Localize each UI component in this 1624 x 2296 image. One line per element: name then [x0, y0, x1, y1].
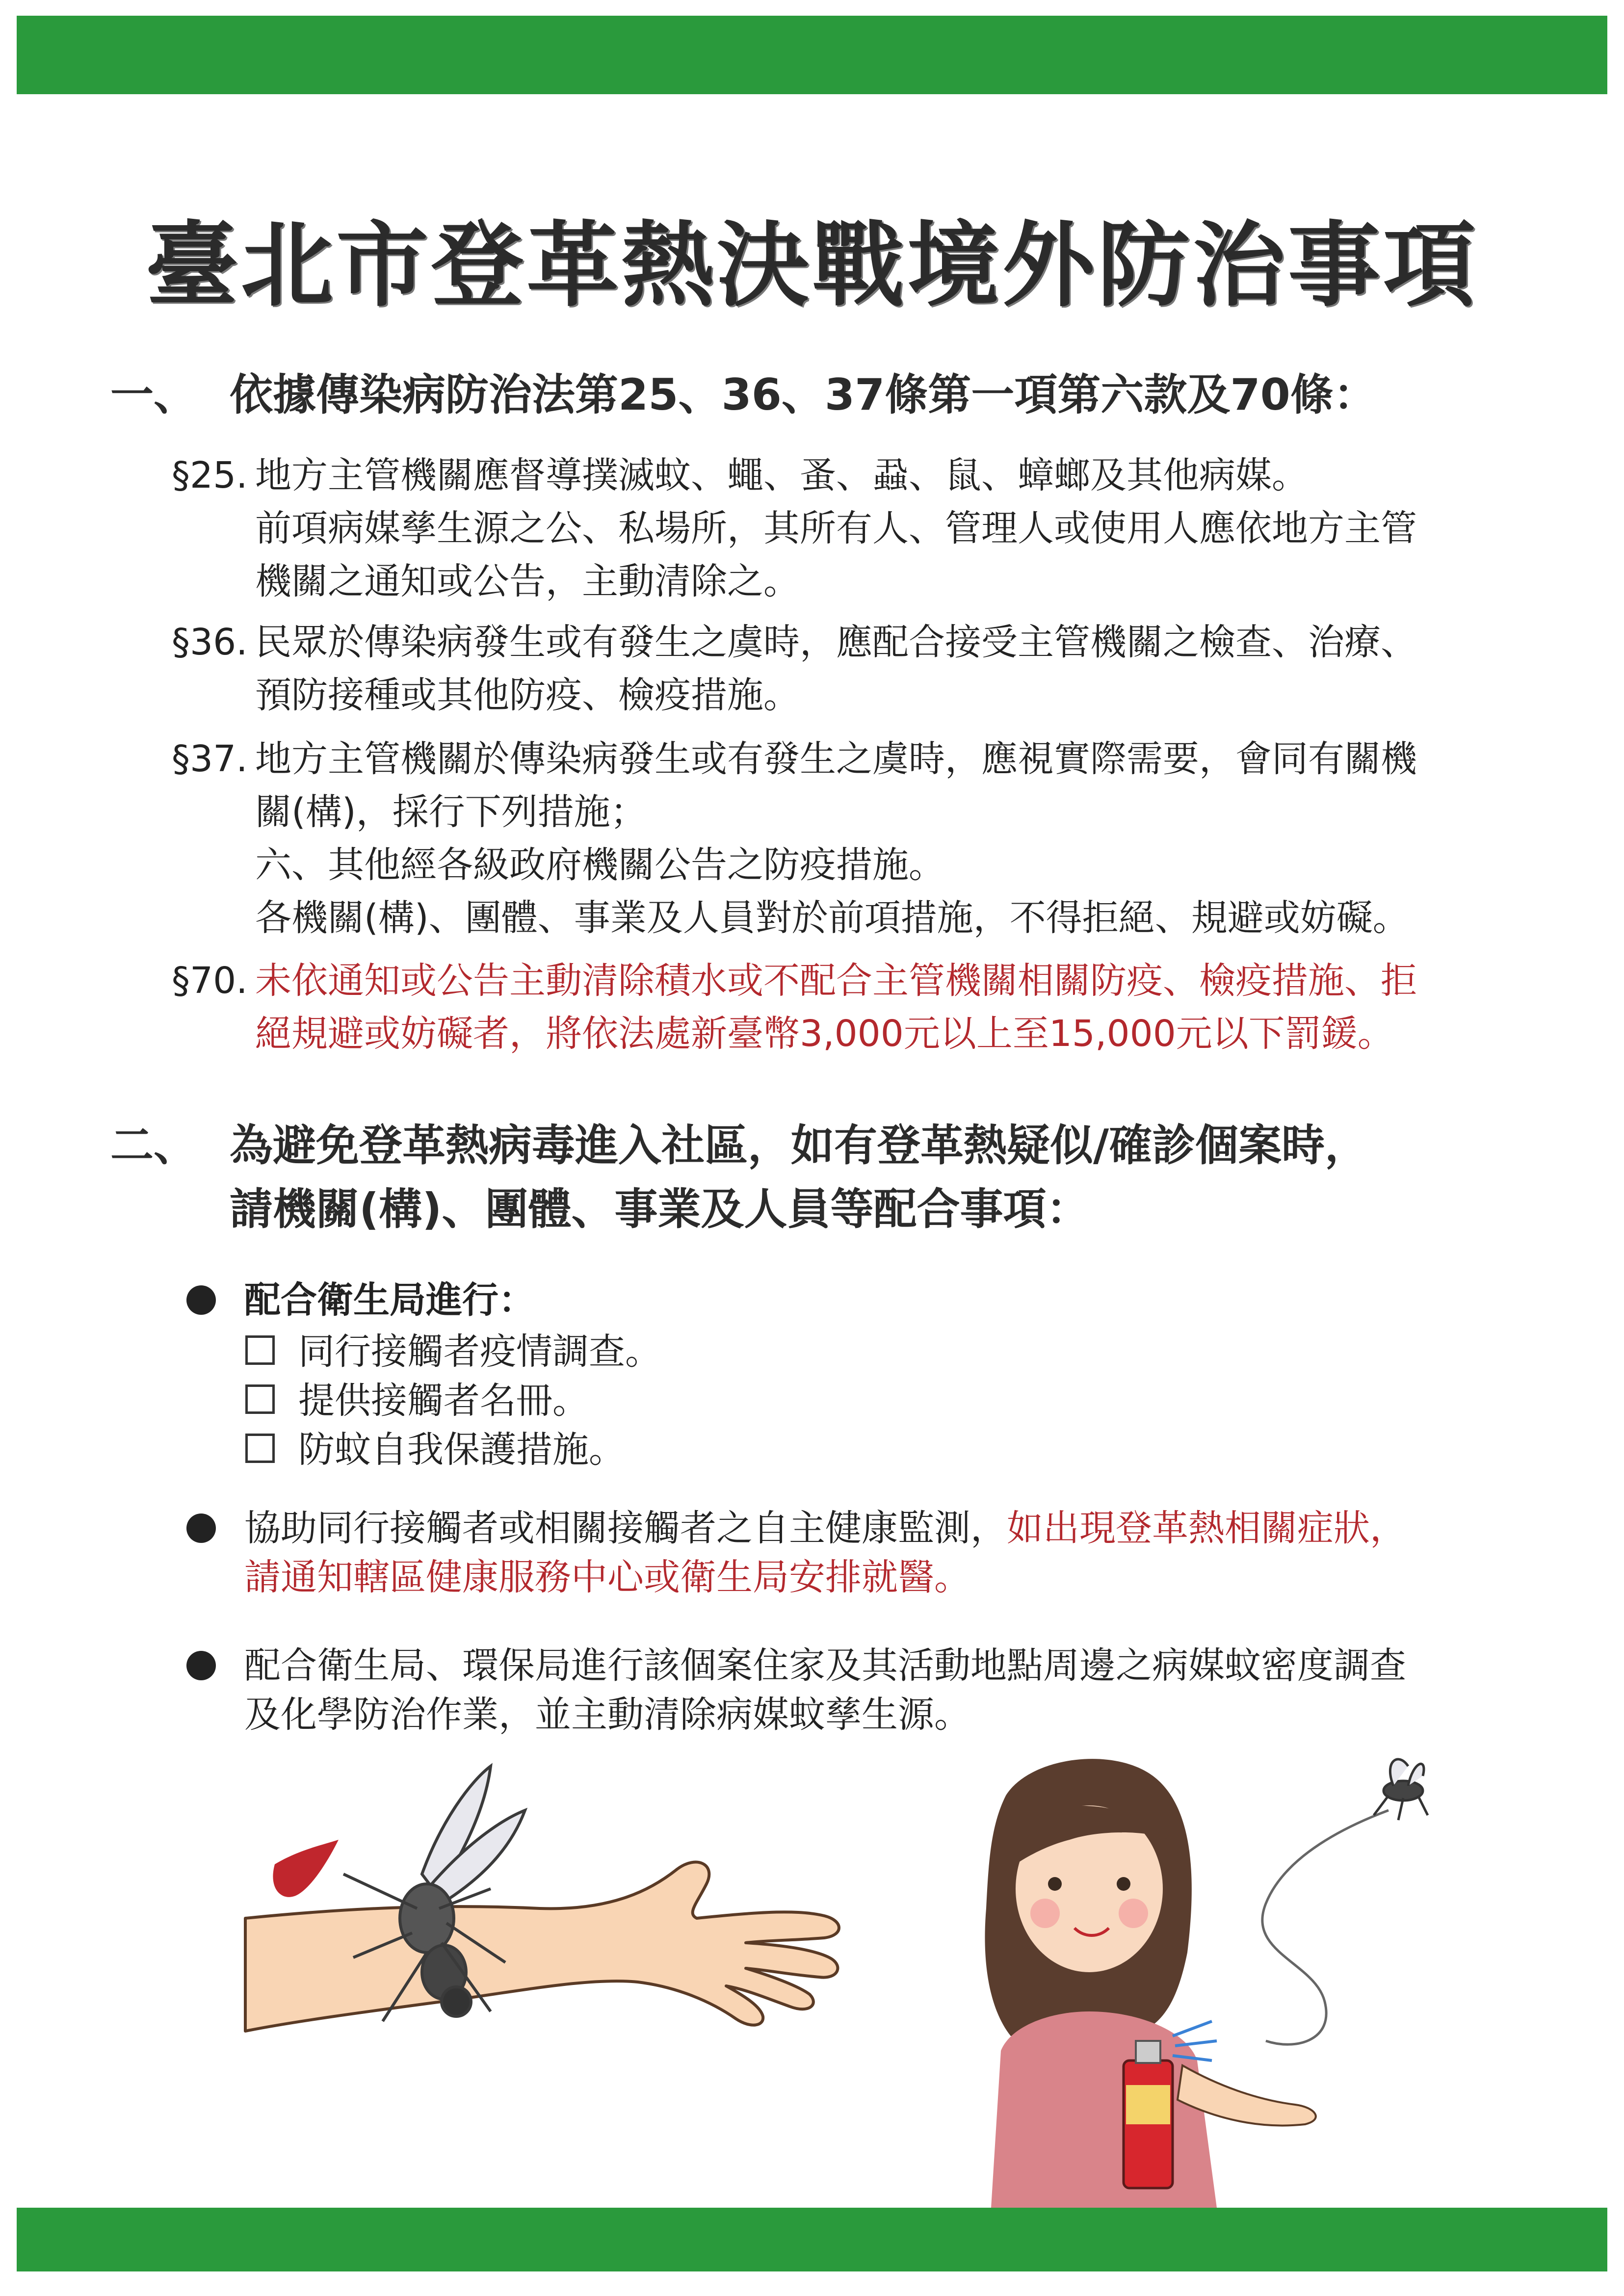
- section-2-number: 二、: [110, 1120, 197, 1171]
- law-text-line: 各機關(構)、團體、事業及人員對於前項措施，不得拒絕、規避或妨礙。: [255, 897, 1409, 939]
- bottom-green-bar: [17, 2208, 1607, 2271]
- law-70-number: §70.: [172, 960, 248, 1002]
- blood-drop-icon: [273, 1840, 339, 1897]
- checklist-item: [245, 1327, 661, 1376]
- checkbox-icon: [245, 1335, 275, 1365]
- checkbox-icon: [245, 1384, 275, 1414]
- page-title: 臺北市登革熱決戰境外防治事項: [146, 212, 1478, 319]
- bullet-text-red: 請通知轄區健康服務中心或衛生局安排就醫。: [244, 1556, 970, 1598]
- section-2-heading: [0, 1114, 1624, 1246]
- law-25-number: §25.: [172, 454, 248, 496]
- bullet-dot: [186, 1513, 216, 1543]
- arm-icon: [245, 1862, 839, 2031]
- flight-trail: [1262, 1810, 1388, 2044]
- bullet-text: 配合衛生局、環保局進行該個案住家及其活動地點周邊之病媒蚊密度調查: [244, 1644, 1406, 1687]
- section-1-title: 依據傳染病防治法第25、36、37條第一項第六款及70條：: [230, 369, 1377, 420]
- law-text-line: 關(構)，採行下列措施；: [255, 791, 647, 833]
- law-text-line: 地方主管機關應督導撲滅蚊、蠅、蚤、蝨、鼠、蟑螂及其他病媒。: [255, 454, 1308, 496]
- illustration: [0, 1747, 1624, 2208]
- checklist-item-label: 提供接觸者名冊。: [298, 1380, 589, 1422]
- section-1-number: 一、: [110, 369, 197, 420]
- law-penalty-line: 絕規避或妨礙者，將依法處新臺幣3,000元以上至15,000元以下罰鍰。: [255, 1013, 1394, 1055]
- checklist-item: [245, 1376, 589, 1425]
- checklist-item-label: 同行接觸者疫情調查。: [298, 1331, 661, 1373]
- checkbox-icon: [245, 1434, 275, 1463]
- bullet-dot: [186, 1285, 216, 1315]
- law-text-line: 預防接種或其他防疫、檢疫措施。: [255, 674, 800, 716]
- section-2-title-line: 為避免登革熱病毒進入社區，如有登革熱疑似/確診個案時，: [230, 1120, 1368, 1171]
- law-text-line: 六、其他經各級政府機關公告之防疫措施。: [255, 844, 945, 886]
- bullet-text: 及化學防治作業，並主動清除病媒蚊孳生源。: [244, 1694, 970, 1736]
- law-36-number: §36.: [172, 621, 248, 663]
- section-2-title-line: 請機關(構)、團體、事業及人員等配合事項：: [230, 1184, 1090, 1234]
- top-green-bar: [17, 16, 1607, 94]
- bullet-text: 配合衛生局進行：: [244, 1279, 535, 1321]
- checklist-item: [245, 1425, 625, 1474]
- law-text-line: 民眾於傳染病發生或有發生之虞時，應配合接受主管機關之檢查、治療、: [255, 621, 1417, 663]
- law-penalty-line: 未依通知或公告主動清除積水或不配合主管機關相關防疫、檢疫措施、拒: [255, 960, 1417, 1002]
- law-text-line: 前項病媒孳生源之公、私場所，其所有人、管理人或使用人應依地方主管: [255, 507, 1417, 549]
- bullet-dot: [186, 1651, 216, 1680]
- bullet-text: 協助同行接觸者或相關接觸者之自主健康監測，如出現登革熱相關症狀，: [244, 1507, 1406, 1549]
- checklist-item-label: 防蚊自我保護措施。: [298, 1429, 625, 1471]
- flying-mosquito-icon: [1374, 1759, 1428, 1820]
- law-text-line: 地方主管機關於傳染病發生或有發生之虞時，應視實際需要，會同有關機: [255, 738, 1417, 780]
- law-text-line: 機關之通知或公告，主動清除之。: [255, 560, 800, 602]
- law-37-number: §37.: [172, 738, 248, 780]
